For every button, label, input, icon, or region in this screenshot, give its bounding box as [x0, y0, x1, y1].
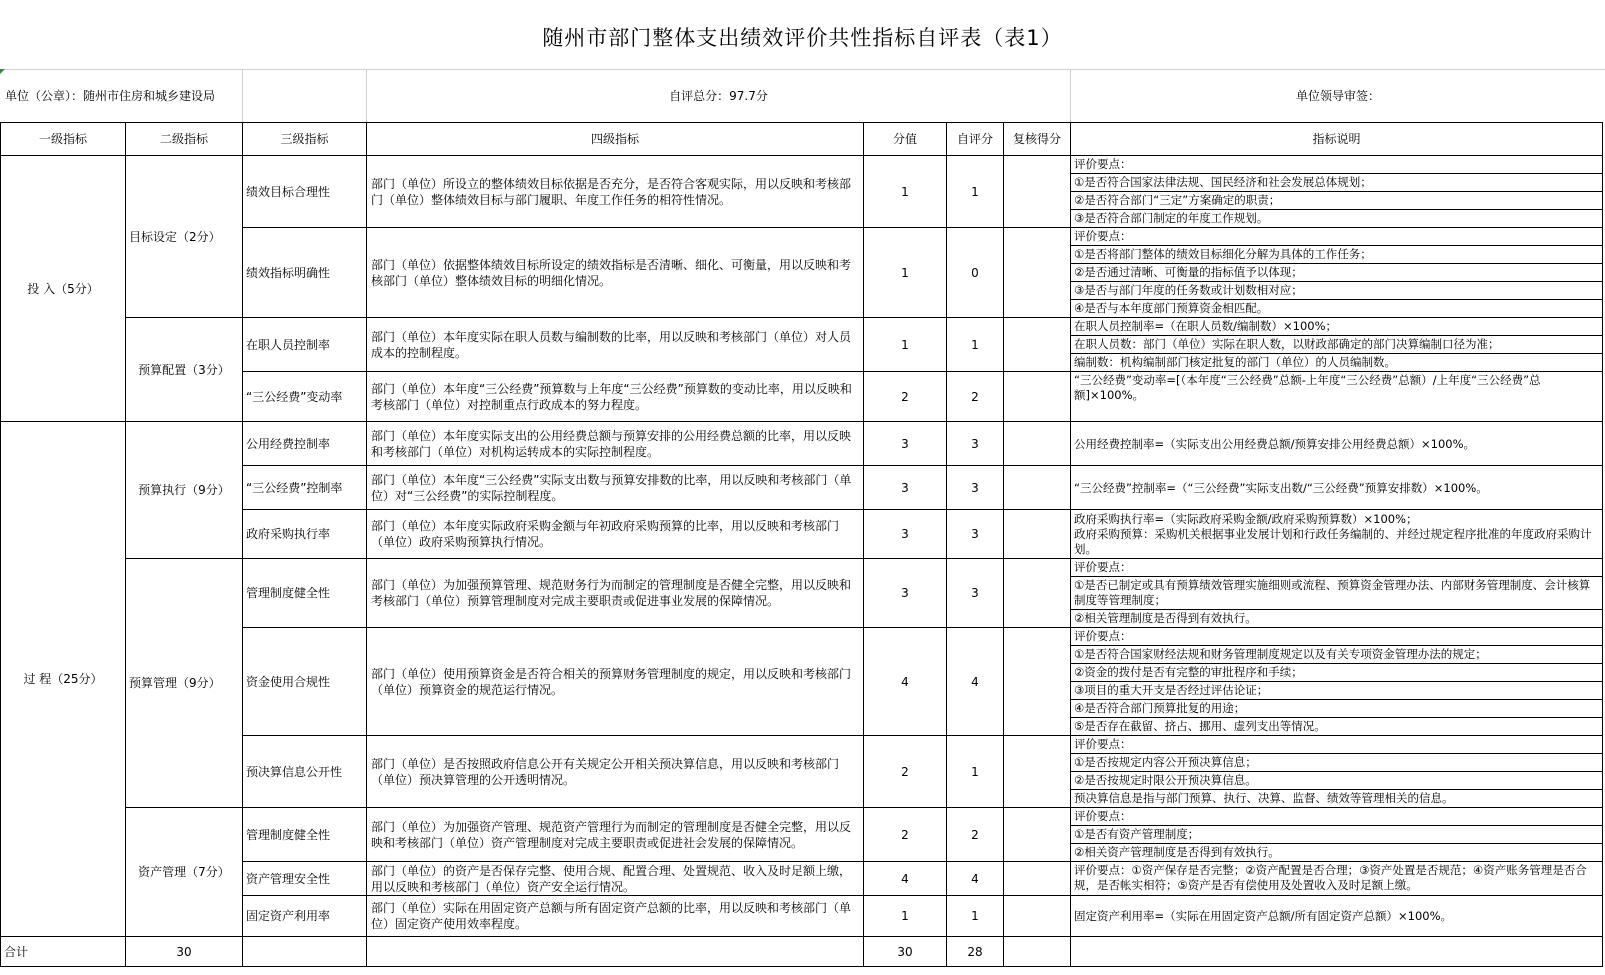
notes-cell [1071, 559, 1603, 628]
header-notes: 指标说明 [1071, 123, 1603, 156]
score-cell: 2 [864, 372, 947, 422]
level4-cell: 部门（单位）为加强资产管理、规范资产管理行为而制定的管理制度是否健全完整，用以反映和考核部门（单位）资产管理制度对完成主要职责或促进社会发展的保障情况。 [367, 808, 864, 862]
header-level2: 二级指标 [126, 123, 243, 156]
level4-cell: 部门（单位）本年度实际在职人员数与编制数的比率，用以反映和考核部门（单位）对人员成本的控制程度。 [367, 318, 864, 372]
header-self-score: 自评分 [947, 123, 1004, 156]
level2-cell: 资产管理（7分） [126, 808, 243, 937]
score-cell: 2 [864, 736, 947, 808]
self-score-cell: 1 [947, 896, 1004, 937]
level3-cell: 管理制度健全性 [243, 808, 367, 862]
review-score-cell[interactable] [1004, 466, 1071, 510]
self-score-cell: 2 [947, 372, 1004, 422]
note-line: 评价要点：①资产保存是否完整；②资产配置是否合理；③资产处置是否规范；④资产账务管理是否合规，是否帐实相符；⑤资产是否有偿使用及处置收入及时足额上缴。 [1074, 863, 1587, 892]
level3-cell: 政府采购执行率 [243, 510, 367, 559]
table-row [1, 559, 1603, 628]
level4-cell: 部门（单位）的资产是否保存完整、使用合规、配置合理、处置规范、收入及时足额上缴，用以反映和考核部门（单位）资产安全运行情况。 [367, 862, 864, 896]
total-score: 30 [864, 937, 947, 967]
self-score-cell: 4 [947, 862, 1004, 896]
self-score-cell: 3 [947, 559, 1004, 628]
header-score: 分值 [864, 123, 947, 156]
header-review-score: 复核得分 [1004, 123, 1071, 156]
note-line: “三公经费”变动率=[（本年度“三公经费”总额-上年度“三公经费”总额）/上年度“三公经费”总额]×100%。 [1074, 373, 1541, 402]
level3-cell: 在职人员控制率 [243, 318, 367, 372]
review-score-cell[interactable] [1004, 862, 1071, 896]
level2-cell: 目标设定（2分） [126, 156, 243, 318]
level4-cell: 部门（单位）依据整体绩效目标所设定的绩效指标是否清晰、细化、可衡量，用以反映和考核部门（单位）整体绩效目标的明细化情况。 [367, 228, 864, 318]
note-line: ②是否符合部门“三定”方案确定的职责； [1071, 192, 1602, 210]
note-line: ②相关资产管理制度是否得到有效执行。 [1074, 845, 1280, 859]
note-line: 预决算信息是指与部门预算、执行、决算、监督、绩效等管理相关的信息。 [1074, 791, 1454, 805]
self-score-cell: 3 [947, 466, 1004, 510]
level3-cell: 固定资产利用率 [243, 896, 367, 937]
level3-cell: 资金使用合规性 [243, 628, 367, 736]
level3-cell: 预决算信息公开性 [243, 736, 367, 808]
self-score-cell: 3 [947, 510, 1004, 559]
notes-cell [1071, 862, 1603, 896]
notes-cell [1071, 808, 1603, 862]
review-score-cell[interactable] [1004, 896, 1071, 937]
review-score-cell[interactable] [1004, 156, 1071, 228]
level1-cell: 过 程（25分） [1, 422, 126, 937]
notes-cell [1071, 228, 1603, 318]
level4-cell: 部门（单位）所设立的整体绩效目标依据是否充分，是否符合客观实际，用以反映和考核部门（单位）整体绩效目标与部门履职、年度工作任务的相符性情况。 [367, 156, 864, 228]
notes-cell [1071, 628, 1603, 736]
header-row [1, 123, 1603, 156]
level3-cell: 绩效目标合理性 [243, 156, 367, 228]
table-row [1, 808, 1603, 862]
review-score-cell[interactable] [1004, 318, 1071, 372]
total-empty [243, 937, 367, 967]
note-line: ②相关管理制度是否得到有效执行。 [1074, 611, 1257, 625]
score-cell: 3 [864, 510, 947, 559]
note-line: ⑤是否存在截留、挤占、挪用、虚列支出等情况。 [1074, 719, 1326, 733]
note-line: ①是否将部门整体的绩效目标细化分解为具体的工作任务； [1071, 246, 1602, 264]
title-row [0, 0, 1605, 70]
total-row [1, 937, 1603, 967]
total-label: 合计 [1, 937, 126, 967]
score-cell: 1 [864, 318, 947, 372]
note-line: ①是否有资产管理制度； [1071, 826, 1602, 844]
self-score-cell: 1 [947, 736, 1004, 808]
score-cell: 1 [864, 156, 947, 228]
score-cell: 4 [864, 862, 947, 896]
note-line: 编制数：机构编制部门核定批复的部门（单位）的人员编制数。 [1074, 355, 1396, 369]
total-review-score[interactable] [1004, 937, 1071, 967]
level4-cell: 部门（单位）为加强预算管理、规范财务行为而制定的管理制度是否健全完整，用以反映和考核部门（单位）预算管理制度对完成主要职责或促进事业发展的保障情况。 [367, 559, 864, 628]
note-line: ③是否符合部门制定的年度工作规划。 [1074, 211, 1269, 225]
total-level2: 30 [126, 937, 243, 967]
table-row [1, 422, 1603, 466]
review-score-cell[interactable] [1004, 628, 1071, 736]
level2-cell: 预算执行（9分） [126, 422, 243, 559]
level4-cell: 部门（单位）是否按照政府信息公开有关规定公开相关预决算信息，用以反映和考核部门（单位）预决算管理的公开透明情况。 [367, 736, 864, 808]
table-row [1, 156, 1603, 228]
note-line: ③是否与部门年度的任务数或计划数相对应； [1071, 282, 1602, 300]
notes-cell: 公用经费控制率=（实际支出公用经费总额/预算安排公用经费总额）×100%。 [1071, 422, 1603, 466]
header-level1: 一级指标 [1, 123, 126, 156]
note-line: ②资金的拨付是否有完整的审批程序和手续； [1071, 664, 1602, 682]
note-line: ④是否符合部门预算批复的用途； [1071, 700, 1602, 718]
note-line: 政府采购预算：采购机关根据事业发展计划和行政任务编制的、并经过规定程序批准的年度政府采购计划。 [1074, 526, 1592, 556]
review-score-cell[interactable] [1004, 559, 1071, 628]
note-line: 政府采购执行率=（实际政府采购金额/政府采购预算数）×100%； [1074, 511, 1418, 526]
note-line: 评价要点： [1071, 228, 1602, 246]
total-self-score: 28 [947, 937, 1004, 967]
self-score-cell: 3 [947, 422, 1004, 466]
header-level4: 四级指标 [367, 123, 864, 156]
notes-cell [1071, 372, 1603, 422]
score-cell: 4 [864, 628, 947, 736]
total-score-label: 自评总分：97.7分 [669, 89, 768, 103]
notes-cell: 固定资产利用率=（实际在用固定资产总额/所有固定资产总额）×100%。 [1071, 896, 1603, 937]
self-score-cell: 1 [947, 318, 1004, 372]
note-line: ①是否已制定或具有预算绩效管理实施细则或流程、预算资金管理办法、内部财务管理制度、会计核算制度等管理制度； [1071, 577, 1602, 610]
notes-cell [1071, 318, 1603, 372]
score-cell: 3 [864, 422, 947, 466]
page-title: 随州市部门整体支出绩效评价共性指标自评表（表1） [542, 26, 1063, 50]
self-score-cell: 2 [947, 808, 1004, 862]
note-line: ①是否符合国家财经法规和财务管理制度规定以及有关专项资金管理办法的规定； [1071, 646, 1602, 664]
self-score-cell: 0 [947, 228, 1004, 318]
score-cell: 3 [864, 559, 947, 628]
score-cell: 2 [864, 808, 947, 862]
level3-cell: “三公经费”变动率 [243, 372, 367, 422]
note-line: 评价要点： [1071, 559, 1602, 577]
note-line: ④是否与本年度部门预算资金相匹配。 [1074, 301, 1269, 315]
review-score-cell[interactable] [1004, 228, 1071, 318]
level4-cell: 部门（单位）本年度实际支出的公用经费总额与预算安排的公用经费总额的比率，用以反映和考核部门（单位）对机构运转成本的实际控制程度。 [367, 422, 864, 466]
review-score-cell[interactable] [1004, 422, 1071, 466]
level2-cell: 预算配置（3分） [126, 318, 243, 422]
level3-cell: “三公经费”控制率 [243, 466, 367, 510]
note-line: 在职人员控制率=（在职人员数/编制数）×100%； [1071, 318, 1602, 336]
unit-label: 单位（公章）：随州市住房和城乡建设局 [5, 89, 216, 103]
self-score-cell: 4 [947, 628, 1004, 736]
level3-cell: 管理制度健全性 [243, 559, 367, 628]
evaluation-table [0, 122, 1603, 967]
note-line: 评价要点： [1071, 736, 1602, 754]
header-level3: 三级指标 [243, 123, 367, 156]
level1-cell: 投 入（5分） [1, 156, 126, 422]
level3-cell: 公用经费控制率 [243, 422, 367, 466]
note-line: 在职人员数：部门（单位）实际在职人数，以财政部确定的部门决算编制口径为准； [1071, 336, 1602, 354]
score-cell: 1 [864, 896, 947, 937]
level3-cell: 绩效指标明确性 [243, 228, 367, 318]
review-score-cell[interactable] [1004, 510, 1071, 559]
note-line: ③项目的重大开支是否经过评估论证； [1071, 682, 1602, 700]
level4-cell: 部门（单位）本年度“三公经费”预算数与上年度“三公经费”预算数的变动比率，用以反映和考核部门（单位）对控制重点行政成本的努力程度。 [367, 372, 864, 422]
note-line: ①是否按规定内容公开预决算信息； [1071, 754, 1602, 772]
note-line: 评价要点： [1071, 808, 1602, 826]
level4-cell: 部门（单位）使用预算资金是否符合相关的预算财务管理制度的规定，用以反映和考核部门（单位）预算资金的规范运行情况。 [367, 628, 864, 736]
table-row [1, 318, 1603, 372]
level4-cell: 部门（单位）本年度“三公经费”实际支出数与预算安排数的比率，用以反映和考核部门（单位）对“三公经费”的实际控制程度。 [367, 466, 864, 510]
score-cell: 1 [864, 228, 947, 318]
total-notes [1071, 937, 1603, 967]
notes-cell [1071, 510, 1603, 559]
note-line: 评价要点： [1071, 628, 1602, 646]
leader-signoff-label: 单位领导审签： [1295, 89, 1380, 103]
column-divider [242, 70, 243, 122]
level3-cell: 资产管理安全性 [243, 862, 367, 896]
score-cell: 3 [864, 466, 947, 510]
level2-cell: 预算管理（9分） [126, 559, 243, 808]
note-line: ②是否按规定时限公开预决算信息。 [1071, 772, 1602, 790]
review-score-cell[interactable] [1004, 372, 1071, 422]
self-score-cell: 1 [947, 156, 1004, 228]
review-score-cell[interactable] [1004, 736, 1071, 808]
notes-cell [1071, 736, 1603, 808]
level4-cell: 部门（单位）本年度实际政府采购金额与年初政府采购预算的比率，用以反映和考核部门（单位）政府采购预算执行情况。 [367, 510, 864, 559]
level4-cell: 部门（单位）实际在用固定资产总额与所有固定资产总额的比率，用以反映和考核部门（单位）固定资产使用效率程度。 [367, 896, 864, 937]
total-empty [367, 937, 864, 967]
notes-cell: “三公经费”控制率=（“三公经费”实际支出数/“三公经费”预算安排数）×100%。 [1071, 466, 1603, 510]
notes-cell [1071, 156, 1603, 228]
note-line: 评价要点： [1071, 156, 1602, 174]
note-line: ①是否符合国家法律法规、国民经济和社会发展总体规划； [1071, 174, 1602, 192]
review-score-cell[interactable] [1004, 808, 1071, 862]
note-line: ②是否通过清晰、可衡量的指标值予以体现； [1071, 264, 1602, 282]
